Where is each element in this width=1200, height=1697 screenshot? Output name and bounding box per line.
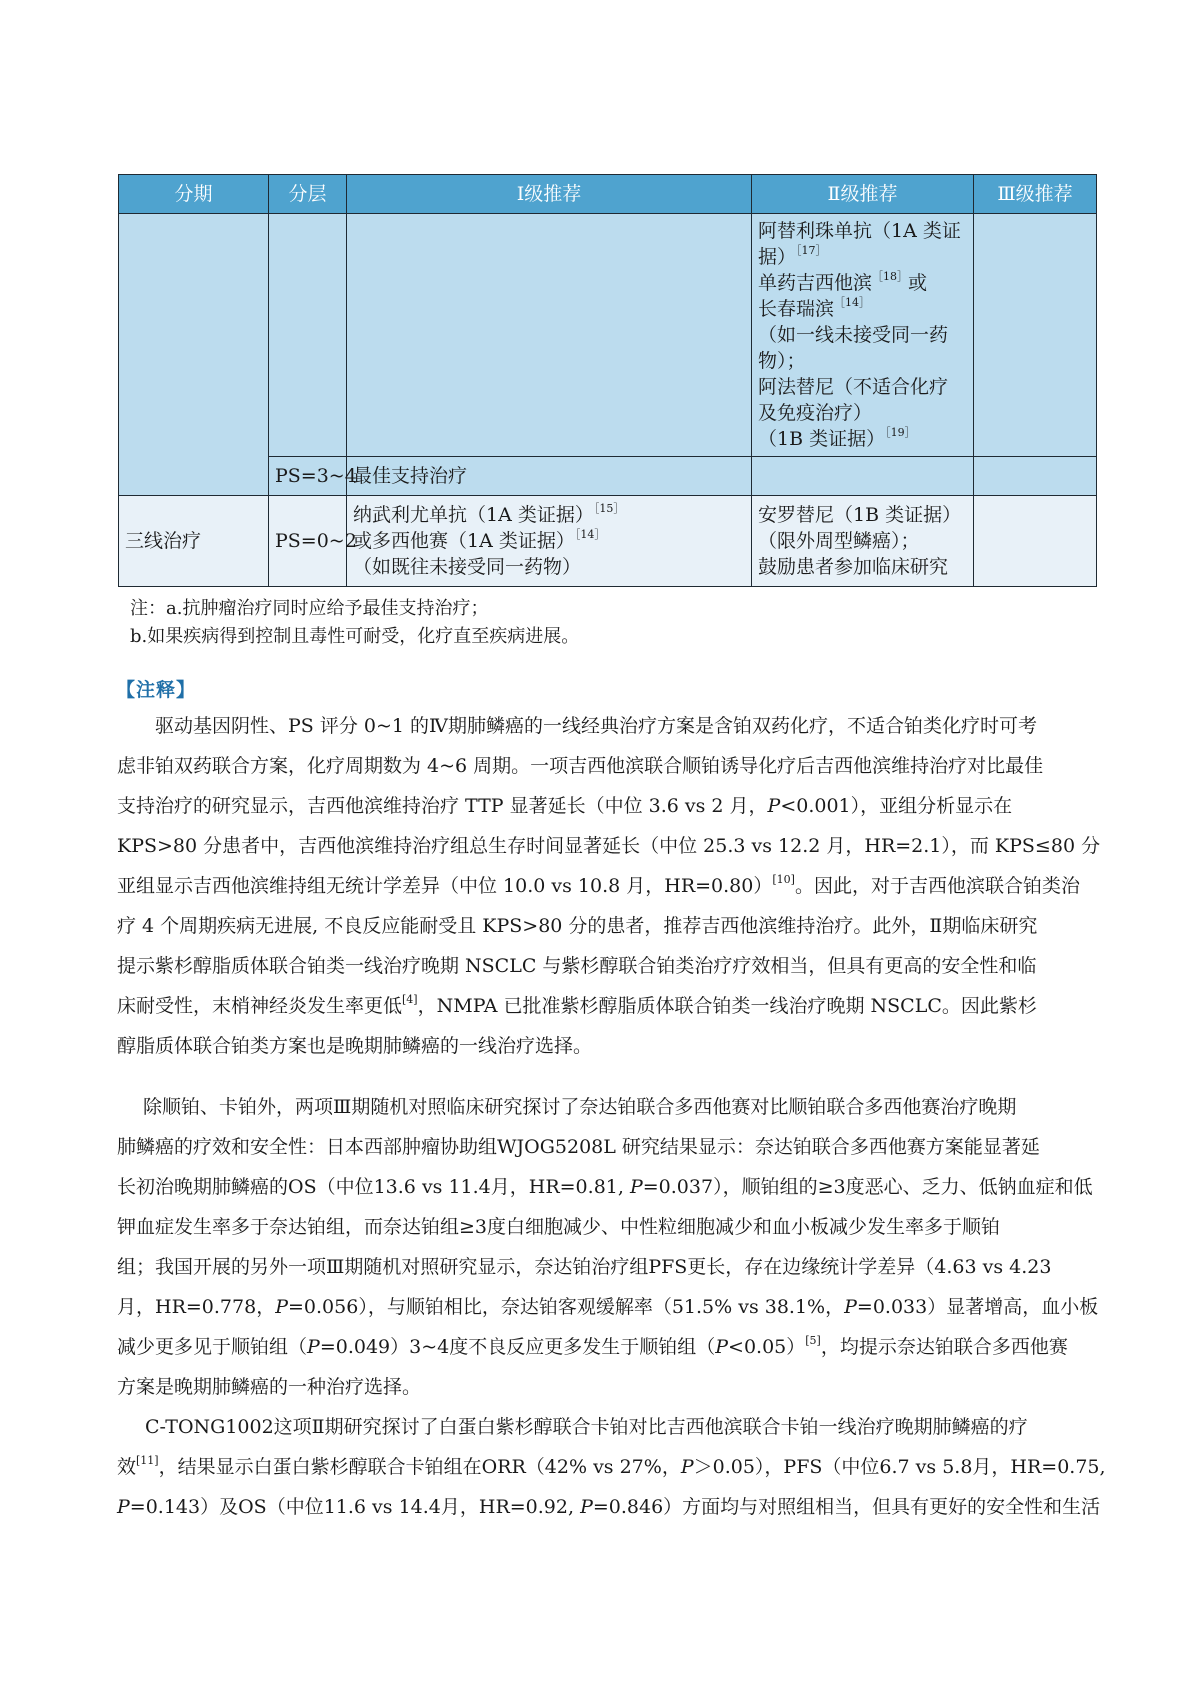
- citation-ref: ［18］: [872, 269, 909, 283]
- recommendation-table: [118, 174, 1097, 587]
- line-text: 物）；: [758, 350, 806, 372]
- stage-cell: [119, 214, 269, 496]
- line-text: 阿法替尼（不适合化疗: [758, 376, 949, 398]
- line-text-after: 或: [908, 272, 928, 294]
- line-text: 及免疫治疗）: [758, 402, 873, 424]
- citation-ref: ［14］: [834, 295, 871, 309]
- text-line: [758, 400, 967, 426]
- text-line: [758, 270, 967, 296]
- note-a: 注：a.抗肿瘤治疗同时应给予最佳支持治疗；: [130, 598, 489, 619]
- text-line: [353, 528, 745, 554]
- line-text: 长春瑞滨: [758, 298, 835, 320]
- text-line: [758, 528, 967, 554]
- line-text: 据）: [758, 246, 797, 268]
- text-line: [758, 554, 967, 580]
- paragraph-line: 醇脂质体联合铂类方案也是晚期肺鳞癌的一线治疗选择。: [117, 1035, 593, 1057]
- text-line: [758, 374, 967, 400]
- paragraph-line: 月，HR=0.778，P=0.056），与顺铂相比，奈达铂客观缓解率（51.5% vs 38.1%，P=0.033）显著增高，血小板: [117, 1296, 1099, 1318]
- paragraph-line: C-TONG1002这项Ⅱ期研究探讨了白蛋白紫杉醇联合卡铂对比吉西他滨联合卡铂一线治疗晚期肺鳞癌的疗: [145, 1416, 1028, 1438]
- line-text: 鼓励患者参加临床研究: [758, 556, 949, 578]
- level2-cell: [752, 214, 974, 457]
- paragraph-line: 长初治晚期肺鳞癌的OS（中位13.6 vs 11.4月，HR=0.81, P=0.037），顺铂组的≥3度恶心、乏力、低钠血症和低: [117, 1176, 1093, 1198]
- header-layer: 分层: [269, 175, 347, 214]
- paragraph-line: 效[11]，结果显示白蛋白紫杉醇联合卡铂组在ORR（42% vs 27%，P＞0.05），PFS（中位6.7 vs 5.8月，HR=0.75,: [117, 1453, 1106, 1478]
- text-line: [758, 502, 967, 528]
- header-level3: Ⅲ级推荐: [974, 175, 1097, 214]
- line-text: 安罗替尼（1B 类证据）: [758, 504, 962, 526]
- header-level2: Ⅱ级推荐: [752, 175, 974, 214]
- text-line: [758, 296, 967, 322]
- paragraph-line: 肺鳞癌的疗效和安全性：日本西部肿瘤协助组WJOG5208L 研究结果显示：奈达铂联合多西他赛方案能显著延: [117, 1136, 1040, 1158]
- stage-cell: 三线治疗: [119, 496, 269, 587]
- line-text: 阿替利珠单抗（1A 类证: [758, 220, 961, 242]
- table-row: [119, 214, 1097, 457]
- level3-cell: [974, 457, 1097, 496]
- paragraph-line: 支持治疗的研究显示，吉西他滨维持治疗 TTP 显著延长（中位 3.6 vs 2 月，P<0.001），亚组分析显示在: [117, 795, 1013, 817]
- level3-cell: [974, 496, 1097, 587]
- line-text: （如既往未接受同一药物）: [353, 556, 582, 578]
- header-level1: Ⅰ级推荐: [347, 175, 752, 214]
- citation-ref: ［14］: [574, 527, 606, 541]
- table-row: [119, 496, 1097, 587]
- paragraph-line: 减少更多见于顺铂组（P=0.049）3~4度不良反应更多发生于顺铂组（P<0.05）[5]，均提示奈达铂联合多西他赛: [117, 1333, 1068, 1358]
- level2-text: [758, 502, 967, 580]
- citation-ref: ［19］: [885, 425, 916, 439]
- paragraph-line: 亚组显示吉西他滨维持组无统计学差异（中位 10.0 vs 10.8 月，HR=0.80）[10]。因此，对于吉西他滨联合铂类治: [117, 872, 1080, 897]
- text-line: [758, 218, 967, 244]
- paragraph-line: 组；我国开展的另外一项Ⅲ期随机对照研究显示，奈达铂治疗组PFS更长，存在边缘统计学差异（4.63 vs 4.23: [117, 1256, 1052, 1278]
- paragraph: [117, 1087, 1097, 1407]
- text-line: [758, 426, 967, 452]
- level2-cell: [752, 496, 974, 587]
- line-text: （如一线未接受同一药: [758, 324, 949, 346]
- level3-cell: [974, 214, 1097, 457]
- paragraph-line: 虑非铂双药联合方案，化疗周期数为 4~6 周期。一项吉西他滨联合顺铂诱导化疗后吉西他滨维持治疗对比最佳: [117, 755, 1044, 777]
- line-text: 或多西他赛（1A 类证据）: [353, 530, 575, 552]
- level1-cell: 最佳支持治疗: [347, 457, 752, 496]
- paragraph-line: KPS>80 分患者中，吉西他滨维持治疗组总生存时间显著延长（中位 25.3 vs 12.2 月，HR=2.1），而 KPS≤80 分: [117, 835, 1101, 857]
- paragraph-line: 床耐受性，末梢神经炎发生率更低[4]，NMPA 已批准紫杉醇脂质体联合铂类一线治疗晚期 NSCLC。因此紫杉: [117, 992, 1037, 1017]
- paragraph-line: P=0.143）及OS（中位11.6 vs 14.4月，HR=0.92, P=0.846）方面均与对照组相当，但具有更好的安全性和生活: [117, 1496, 1101, 1518]
- line-text: （限外周型鳞癌）；: [758, 530, 920, 552]
- paragraph: [117, 706, 1101, 1066]
- layer-cell: [269, 214, 347, 457]
- level1-cell: [347, 214, 752, 457]
- citation-ref: ［15］: [593, 501, 625, 515]
- section-title: 【注释】: [116, 679, 197, 701]
- text-line: [758, 348, 967, 374]
- layer-cell: PS=0~2: [269, 496, 347, 587]
- citation-ref: ［17］: [796, 243, 827, 257]
- paragraph: [117, 1407, 1106, 1527]
- paragraph-line: 钾血症发生率多于奈达铂组，而奈达铂组≥3度白细胞减少、中性粒细胞减少和血小板减少发生率多于顺铂: [117, 1216, 1001, 1238]
- level1-text: [353, 502, 745, 580]
- paragraph-line: 提示紫杉醇脂质体联合铂类一线治疗晚期 NSCLC 与紫杉醇联合铂类治疗疗效相当，但具有更高的安全性和临: [117, 955, 1037, 977]
- paragraph-line: 驱动基因阴性、PS 评分 0~1 的Ⅳ期肺鳞癌的一线经典治疗方案是含铂双药化疗，不适合铂类化疗时可考: [155, 715, 1037, 737]
- line-text: 单药吉西他滨: [758, 272, 873, 294]
- level2-cell: [752, 457, 974, 496]
- text-line: [758, 244, 967, 270]
- line-text: 纳武利尤单抗（1A 类证据）: [353, 504, 594, 526]
- table-header-row: [119, 175, 1097, 214]
- table-notes: [130, 595, 579, 651]
- text-line: [353, 502, 745, 528]
- text-line: [353, 554, 745, 580]
- level2-text: [758, 218, 967, 452]
- header-stage: 分期: [119, 175, 269, 214]
- layer-cell: PS=3~4: [269, 457, 347, 496]
- paragraph-line: 方案是晚期肺鳞癌的一种治疗选择。: [117, 1376, 422, 1398]
- paragraph-line: 疗 4 个周期疾病无进展, 不良反应能耐受且 KPS>80 分的患者，推荐吉西他滨维持治疗。此外，Ⅱ期临床研究: [117, 915, 1038, 937]
- paragraph-line: 除顺铂、卡铂外，两项Ⅲ期随机对照临床研究探讨了奈达铂联合多西他赛对比顺铂联合多西他赛治疗晚期: [143, 1096, 1017, 1118]
- text-line: [758, 322, 967, 348]
- note-b: b.如果疾病得到控制且毒性可耐受，化疗直至疾病进展。: [130, 626, 580, 647]
- level1-cell: [347, 496, 752, 587]
- line-text: （1B 类证据）: [758, 428, 886, 450]
